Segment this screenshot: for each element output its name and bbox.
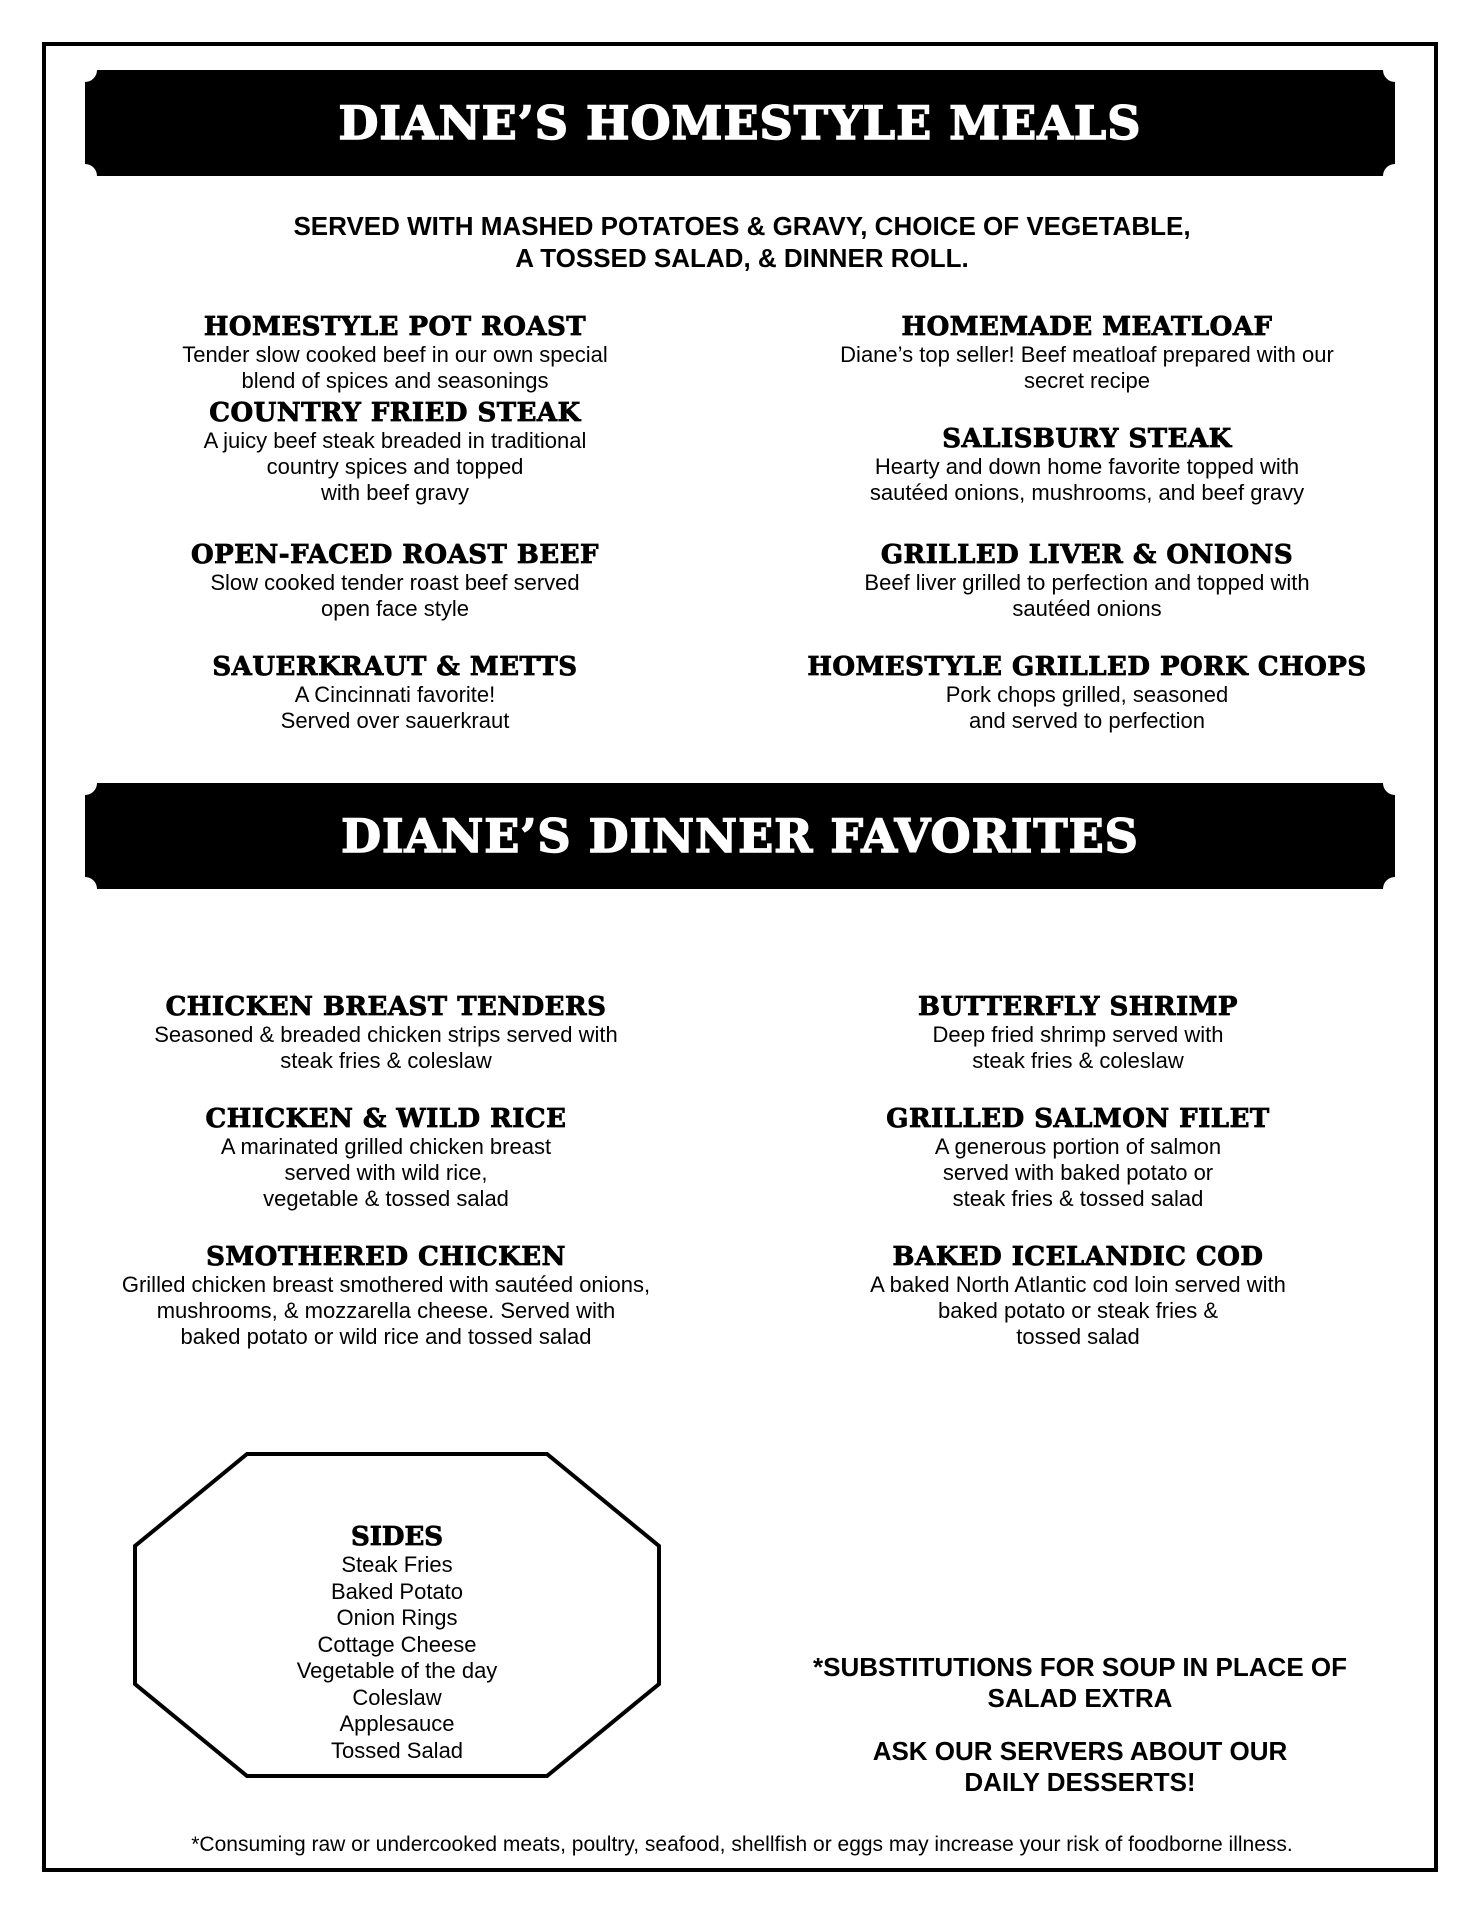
menu-item <box>777 540 1397 622</box>
homestyle-title: DIANE’S HOMESTYLE MEALS <box>338 96 1142 150</box>
item-description: A Cincinnati favorite! Served over sauerkraut <box>280 682 510 733</box>
item-name: COUNTRY FRIED STEAK <box>209 398 581 428</box>
homestyle-banner <box>85 70 1395 176</box>
item-description: Diane’s top seller! Beef meatloaf prepared with our secret recipe <box>840 342 1334 393</box>
side-item: Onion Rings <box>336 1605 458 1630</box>
desserts-line-2: DAILY DESSERTS! <box>964 1767 1196 1797</box>
food-safety-disclaimer: *Consuming raw or undercooked meats, poultry, seafood, shellfish or eggs may increase your risk of foodborne illness. <box>191 1833 1293 1856</box>
menu-item <box>777 312 1397 394</box>
side-item: Tossed Salad <box>330 1737 464 1763</box>
item-description: Slow cooked tender roast beef served open face style <box>210 570 580 621</box>
item-description: A marinated grilled chicken breast served with wild rice, vegetable & tossed salad <box>220 1134 552 1211</box>
item-description: Pork chops grilled, seasoned and served to perfection <box>945 682 1229 733</box>
item-name: GRILLED LIVER & ONIONS <box>880 540 1294 570</box>
subtitle-line-2: A TOSSED SALAD, & DINNER ROLL. <box>515 243 969 273</box>
item-description: Tender slow cooked beef in our own special blend of spices and seasonings <box>182 342 608 393</box>
item-name: SAUERKRAUT & METTS <box>212 652 578 682</box>
substitution-note <box>760 1652 1400 1714</box>
side-item: Steak Fries <box>341 1552 453 1577</box>
substitution-line-1: *SUBSTITUTIONS FOR SOUP IN PLACE OF <box>812 1652 1347 1682</box>
menu-item <box>777 652 1397 734</box>
sides-box <box>133 1452 661 1778</box>
item-description: Seasoned & breaded chicken strips served with steak fries & coleslaw <box>154 1022 618 1073</box>
item-name: SMOTHERED CHICKEN <box>206 1242 566 1272</box>
substitution-line-2: SALAD EXTRA <box>987 1683 1173 1713</box>
desserts-note <box>760 1736 1400 1798</box>
item-name: HOMESTYLE POT ROAST <box>203 312 587 342</box>
menu-item <box>768 1104 1388 1212</box>
item-description: A juicy beef steak breaded in traditional country spices and topped with beef gravy <box>203 428 587 505</box>
side-item: Baked Potato <box>330 1578 464 1604</box>
menu-item <box>76 1242 696 1350</box>
menu-item <box>76 992 696 1074</box>
desserts-line-1: ASK OUR SERVERS ABOUT OUR <box>872 1736 1288 1766</box>
dinner-banner <box>85 783 1395 889</box>
item-name: CHICKEN BREAST TENDERS <box>165 992 607 1022</box>
homestyle-subtitle <box>0 210 1484 274</box>
menu-item <box>76 1104 696 1212</box>
subtitle-line-1: SERVED WITH MASHED POTATOES & GRAVY, CHOICE OF VEGETABLE, <box>293 211 1191 241</box>
item-name: HOMEMADE MEATLOAF <box>901 312 1273 342</box>
item-description: Deep fried shrimp served with steak fries & coleslaw <box>932 1022 1224 1073</box>
side-item: Cottage Cheese <box>317 1631 477 1657</box>
side-item: Vegetable of the day <box>296 1658 498 1683</box>
item-name: BAKED ICELANDIC COD <box>892 1242 1264 1272</box>
item-description: A baked North Atlantic cod loin served with baked potato or steak fries & tossed salad <box>870 1272 1286 1349</box>
menu-item <box>768 992 1388 1074</box>
item-name: OPEN-FACED ROAST BEEF <box>191 540 599 570</box>
menu-item <box>85 652 705 734</box>
sides-list <box>133 1522 661 1764</box>
side-item: Coleslaw <box>352 1684 442 1710</box>
side-item: Applesauce <box>339 1711 455 1736</box>
item-description: Beef liver grilled to perfection and topped with sautéed onions <box>864 570 1310 621</box>
item-name: BUTTERFLY SHRIMP <box>918 992 1238 1022</box>
item-name: CHICKEN & WILD RICE <box>205 1104 567 1134</box>
dinner-title: DIANE’S DINNER FAVORITES <box>341 809 1139 863</box>
item-name: GRILLED SALMON FILET <box>886 1104 1270 1134</box>
menu-item <box>85 312 705 394</box>
item-name: HOMESTYLE GRILLED PORK CHOPS <box>807 652 1367 682</box>
item-description: A generous portion of salmon served with baked potato or steak fries & tossed salad <box>934 1134 1222 1211</box>
item-description: Hearty and down home favorite topped with sautéed onions, mushrooms, and beef gravy <box>869 454 1305 505</box>
menu-item <box>768 1242 1388 1350</box>
sides-title: SIDES <box>350 1522 444 1552</box>
menu-item <box>85 540 705 622</box>
menu-item <box>85 398 705 506</box>
menu-item <box>777 424 1397 506</box>
item-description: Grilled chicken breast smothered with sautéed onions, mushrooms, & mozzarella cheese. Served with baked potato or wild rice and tossed salad <box>121 1272 651 1349</box>
item-name: SALISBURY STEAK <box>942 424 1232 454</box>
